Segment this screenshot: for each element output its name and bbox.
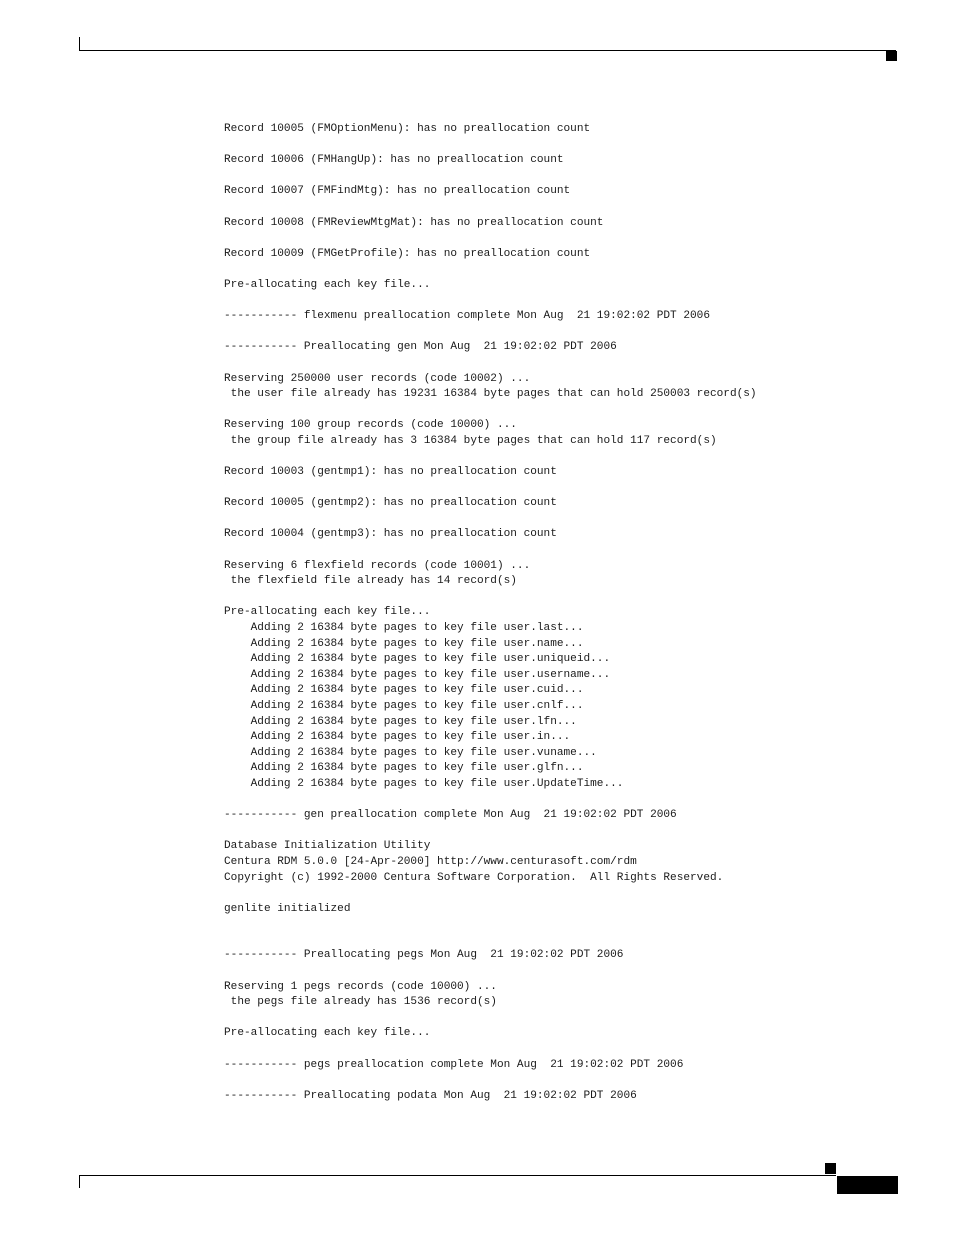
log-line: Adding 2 16384 byte pages to key file user.UpdateTime... — [224, 777, 624, 790]
log-line — [224, 590, 914, 606]
log-line: Record 10007 (FMFindMtg): has no preallocation count — [224, 185, 571, 198]
log-line: Adding 2 16384 byte pages to key file user.in... — [224, 731, 571, 744]
header-rule — [79, 50, 896, 51]
log-line: Record 10005 (gentmp2): has no preallocation count — [224, 497, 557, 510]
log-line — [224, 231, 914, 247]
log-line: the pegs file already has 1536 record(s) — [224, 996, 497, 1009]
log-line: Record 10009 (FMGetProfile): has no preallocation count — [224, 247, 591, 260]
log-line: Pre-allocating each key file... — [224, 278, 431, 291]
log-line: Adding 2 16384 byte pages to key file user.cnlf... — [224, 699, 584, 712]
log-line: Centura RDM 5.0.0 [24-Apr-2000] http://www.centurasoft.com/rdm — [224, 855, 637, 868]
log-line — [224, 262, 914, 278]
log-line — [224, 356, 914, 372]
log-line: Reserving 1 pegs records (code 10000) ... — [224, 980, 497, 993]
log-line: genlite initialized — [224, 902, 351, 915]
log-line — [224, 169, 914, 185]
log-output-listing — [224, 122, 914, 1104]
log-line: Record 10008 (FMReviewMtgMat): has no preallocation count — [224, 216, 604, 229]
log-line: Adding 2 16384 byte pages to key file user.uniqueid... — [224, 653, 611, 666]
log-line: Record 10003 (gentmp1): has no preallocation count — [224, 466, 557, 479]
log-line — [224, 543, 914, 559]
log-line — [224, 886, 914, 902]
log-line — [224, 138, 914, 154]
log-line — [224, 294, 914, 310]
log-line: Adding 2 16384 byte pages to key file user.vuname... — [224, 746, 597, 759]
log-line — [224, 200, 914, 216]
log-line — [224, 325, 914, 341]
log-line: Adding 2 16384 byte pages to key file user.name... — [224, 637, 584, 650]
log-line: Record 10006 (FMHangUp): has no preallocation count — [224, 154, 564, 167]
log-line: Reserving 100 group records (code 10000) ... — [224, 419, 517, 432]
log-line — [224, 793, 914, 809]
log-line: ----------- flexmenu preallocation complete Mon Aug 21 19:02:02 PDT 2006 — [224, 310, 710, 323]
log-line — [224, 1042, 914, 1058]
log-line: ----------- Preallocating podata Mon Aug 21 19:02:02 PDT 2006 — [224, 1089, 637, 1102]
log-line: the flexfield file already has 14 record(s) — [224, 575, 517, 588]
header-marker-square — [886, 51, 897, 61]
footer-marker-square — [825, 1163, 836, 1174]
log-line: Database Initialization Utility — [224, 840, 431, 853]
log-line: Adding 2 16384 byte pages to key file user.last... — [224, 622, 584, 634]
log-line — [224, 933, 914, 949]
footer-rule — [79, 1175, 836, 1176]
log-line: Reserving 6 flexfield records (code 10001) ... — [224, 559, 531, 572]
log-line — [224, 403, 914, 419]
log-line — [224, 481, 914, 497]
log-line: Record 10005 (FMOptionMenu): has no preallocation count — [224, 123, 591, 135]
log-line: the user file already has 19231 16384 byte pages that can hold 250003 record(s) — [224, 388, 757, 401]
log-line: Pre-allocating each key file... — [224, 606, 431, 619]
log-line: Record 10004 (gentmp3): has no preallocation count — [224, 528, 557, 541]
log-line — [224, 449, 914, 465]
log-line: Pre-allocating each key file... — [224, 1027, 431, 1040]
log-line — [224, 512, 914, 528]
log-line: Reserving 250000 user records (code 10002) ... — [224, 372, 531, 385]
log-line: Adding 2 16384 byte pages to key file user.lfn... — [224, 715, 577, 728]
footer-rule-tick — [79, 1176, 80, 1188]
log-line: the group file already has 3 16384 byte pages that can hold 117 record(s) — [224, 434, 717, 447]
log-line — [224, 1073, 914, 1089]
header-rule-tick — [79, 37, 80, 50]
log-line: ----------- Preallocating pegs Mon Aug 21 19:02:02 PDT 2006 — [224, 949, 624, 962]
log-line: Adding 2 16384 byte pages to key file user.cuid... — [224, 684, 584, 697]
log-line — [224, 824, 914, 840]
log-line: ----------- gen preallocation complete Mon Aug 21 19:02:02 PDT 2006 — [224, 809, 677, 822]
log-line: Copyright (c) 1992-2000 Centura Software Corporation. All Rights Reserved. — [224, 871, 724, 884]
log-line — [224, 917, 914, 933]
log-line: Adding 2 16384 byte pages to key file user.username... — [224, 668, 611, 681]
log-line — [224, 964, 914, 980]
log-line — [224, 1011, 914, 1027]
footer-page-tab — [837, 1176, 898, 1194]
log-line: ----------- Preallocating gen Mon Aug 21 19:02:02 PDT 2006 — [224, 341, 617, 354]
log-line: Adding 2 16384 byte pages to key file user.glfn... — [224, 762, 584, 775]
log-line: ----------- pegs preallocation complete Mon Aug 21 19:02:02 PDT 2006 — [224, 1058, 684, 1071]
